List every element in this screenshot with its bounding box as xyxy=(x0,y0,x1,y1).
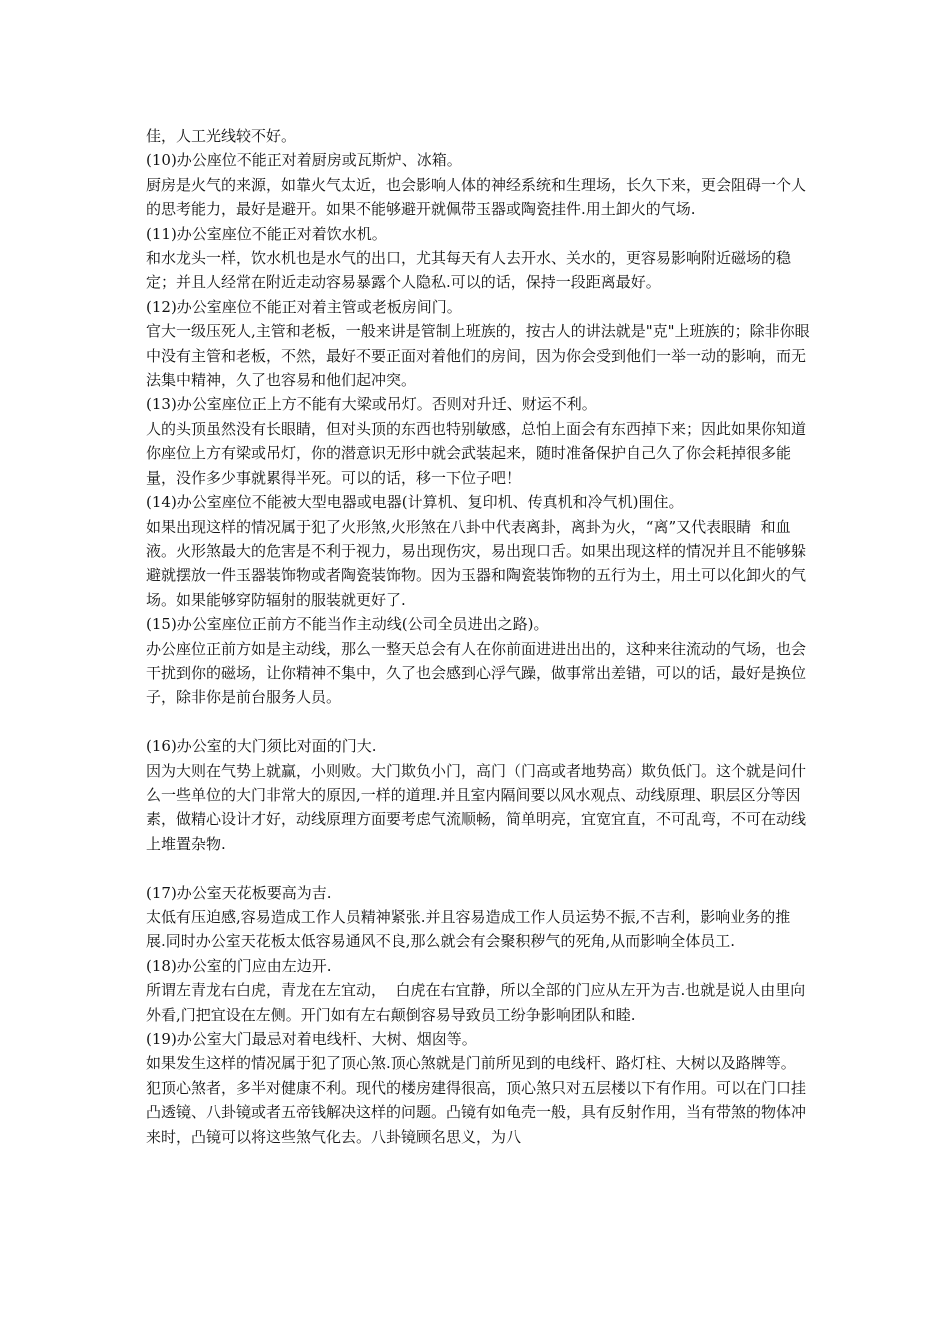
paragraph: 太低有压迫感,容易造成工作人员精神紧张.并且容易造成工作人员运势不振,不吉利，影响业务的推展.同时办公室天花板太低容易通风不良,那么就会有会聚积秽气的死角,从而影响全体员工. xyxy=(146,907,791,951)
section-heading-13: (13)办公室座位正上方不能有大梁或吊灯。否则对升迁、财运不利。 xyxy=(146,395,597,414)
blank-line xyxy=(146,710,810,734)
section-heading-12: (12)办公室座位不能正对着主管或老板房间门。 xyxy=(146,297,462,316)
section-heading-14: (14)办公室座位不能被大型电器或电器(计算机、复印机、传真机和冷气机)围住。 xyxy=(146,493,684,512)
paragraph: 官大一级压死人,主管和老板，一般来讲是管制上班族的，按古人的讲法就是"克"上班族的；除非你眼中没有主管和老板，不然，最好不要正面对着他们的房间，因为你会受到他们一举一动的影响，而无法集中精神，久了也容易和他们起冲突。 xyxy=(146,322,810,390)
section-heading-15: (15)办公室座位正前方不能当作主动线(公司全员进出之路)。 xyxy=(146,615,549,634)
paragraph: 人的头顶虽然没有长眼睛，但对头顶的东西也特别敏感，总怕上面会有东西掉下来；因此如果你知道你座位上方有梁或吊灯，你的潜意识无形中就会武装起来，随时准备保护自己久了你会耗掉很多能量，没作多少事就累得半死。可以的话，移一下位子吧！ xyxy=(146,419,807,487)
section-heading-11: (11)办公室座位不能正对着饮水机。 xyxy=(146,224,387,243)
paragraph: 因为大则在气势上就赢，小则败。大门欺负小门，高门（门高或者地势高）欺负低门。这个就是问什么一些单位的大门非常大的原因,一样的道理.并且室内隔间要以风水观点、动线原理、职层区分等因素，做精心设计才好，动线原理方面要考虑气流顺畅，简单明亮，宜宽宜直，不可乱弯，不可在动线上堆置杂物. xyxy=(146,761,807,853)
section-heading-17: (17)办公室天花板要高为吉. xyxy=(146,883,332,902)
paragraph: 厨房是火气的来源，如靠火气太近，也会影响人体的神经系统和生理场，长久下来，更会阻碍一个人的思考能力，最好是避开。如果不能够避开就佩带玉器或陶瓷挂件.用土卸火的气场. xyxy=(146,175,807,219)
paragraph: 和水龙头一样，饮水机也是水气的出口，尤其每天有人去开水、关水的，更容易影响附近磁场的稳定；并且人经常在附近走动容易暴露个人隐私.可以的话，保持一段距离最好。 xyxy=(146,249,792,292)
paragraph: 佳，人工光线较不好。 xyxy=(146,127,297,145)
section-heading-10: (10)办公座位不能正对着厨房或瓦斯炉、冰箱。 xyxy=(146,151,462,170)
blank-line xyxy=(146,856,810,880)
section-heading-18: (18)办公室的门应由左边开. xyxy=(146,956,332,975)
paragraph: 如果发生这样的情况属于犯了顶心煞.顶心煞就是门前所见到的电线杆、路灯柱、大树以及路牌等。犯顶心煞者，多半对健康不利。现代的楼房建得很高，顶心煞只对五层楼以下有作用。可以在门口挂凸透镜、八卦镜或者五帝钱解决这样的问题。凸镜有如龟壳一般，具有反射作用，当有带煞的物体冲来时，凸镜可以将这些煞气化去。八卦镜顾名思义，为八 xyxy=(146,1054,807,1146)
document-page xyxy=(146,124,810,1149)
section-heading-19: (19)办公室大门最忌对着电线杆、大树、烟囱等。 xyxy=(146,1030,477,1048)
section-heading-16: (16)办公室的大门须比对面的门大. xyxy=(146,737,377,756)
paragraph: 如果出现这样的情况属于犯了火形煞,火形煞在八卦中代表离卦，离卦为火，“离”又代表眼睛 和血液。火形煞最大的危害是不利于视力，易出现伤灾，易出现口舌。如果出现这样的情况并且不能够躲避就摆放一件玉器装饰物或者陶瓷装饰物。因为玉器和陶瓷装饰物的五行为土，用土可以化卸火的气场。如果能够穿防辐射的服装就更好了. xyxy=(146,517,807,609)
paragraph: 所谓左青龙右白虎，青龙在左宜动， 白虎在右宜静，所以全部的门应从左开为吉.也就是说人由里向外看,门把宜设在左侧。开门如有左右颠倒容易导致员工纷争影响团队和睦. xyxy=(146,981,806,1024)
paragraph: 办公座位正前方如是主动线，那么一整天总会有人在你前面进进出出的，这种来往流动的气场，也会干扰到你的磁场，让你精神不集中，久了也会感到心浮气躁，做事常出差错，可以的话，最好是换位子，除非你是前台服务人员。 xyxy=(146,639,807,707)
